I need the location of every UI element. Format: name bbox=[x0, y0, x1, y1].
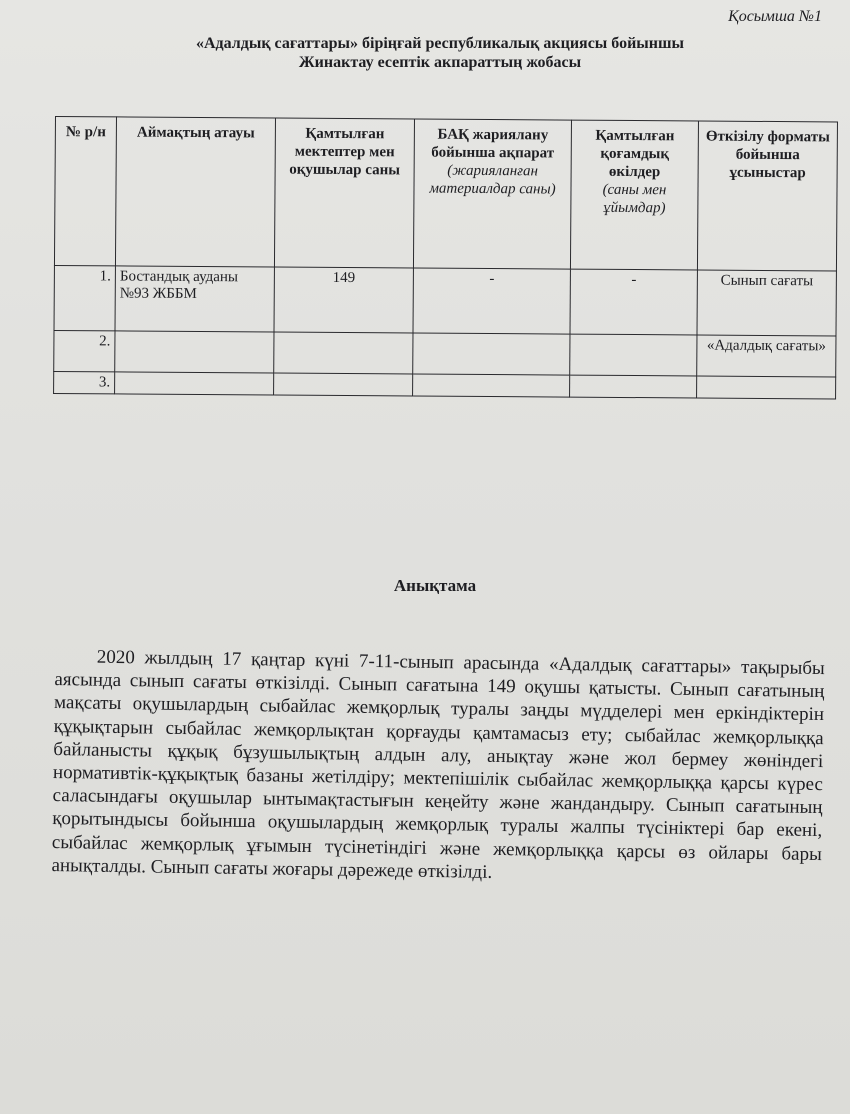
header-region: Аймақтың атауы bbox=[115, 117, 275, 267]
header-media-info-sub: (жарияланған материалдар саны) bbox=[429, 162, 556, 198]
cell-region bbox=[115, 331, 274, 373]
cell-region: Бостандық ауданы №93 ЖББМ bbox=[115, 266, 274, 332]
appendix-label: Қосымша №1 bbox=[728, 8, 822, 25]
header-schools-count: Қамтылған мектептер мен оқушылар саны bbox=[274, 118, 414, 268]
cell-media bbox=[413, 333, 570, 375]
cell-count bbox=[274, 373, 413, 396]
table-row bbox=[54, 265, 836, 335]
cell-count bbox=[274, 332, 413, 374]
cell-number: 2. bbox=[54, 330, 115, 371]
header-number: № р/н bbox=[54, 117, 116, 266]
table-row bbox=[54, 371, 836, 398]
cell-format: Сынып сағаты bbox=[697, 270, 836, 336]
document-title bbox=[0, 34, 850, 72]
title-line-2: Жинактау есептік акпараттың жобасы bbox=[298, 54, 582, 71]
table-header-row bbox=[54, 117, 837, 271]
cell-count: 149 bbox=[274, 267, 413, 333]
cell-format: «Адалдық сағаты» bbox=[697, 335, 836, 377]
header-media-info: БАҚ жариялану бойынша ақпарат (жарияланған материалдар саны) bbox=[413, 119, 571, 269]
cell-media: - bbox=[413, 268, 570, 334]
report-table bbox=[53, 116, 838, 399]
header-format-suggestions: Өткізілу форматы бойынша ұсыныстар bbox=[697, 121, 837, 271]
header-public-reps: Қамтылған қоғамдық өкілдер (саны мен ұйымдар) bbox=[570, 120, 698, 270]
title-line-1: «Адалдық сағаттары» біріңғай республикалық акциясы бойыншы bbox=[195, 35, 685, 52]
cell-number: 3. bbox=[54, 371, 115, 393]
cell-reps bbox=[570, 375, 697, 398]
header-public-reps-sub: (саны мен ұйымдар) bbox=[602, 181, 667, 217]
cell-reps: - bbox=[570, 269, 697, 335]
cell-number: 1. bbox=[54, 265, 115, 330]
cell-region bbox=[115, 372, 274, 395]
body-paragraph: 2020 жылдың 17 қаңтар күні 7-11-сынып арасында «Адалдық сағаттары» тақырыбы аясында сынып сағаты өткізілді. Сынып сағатына 149 оқушы қатысты. Сынып сағатының мақсаты оқушылардың сыбайлас жемқорлық туралы заңды мүдделері мен еркіндіктерін құқықтарын сыбайлас жемқорлықтан қорғауды қамтамасыз ету; сыбайлас жемқорлыққа байланысты құқық бұзушылықтың алдын алу, анықтау және жол бермеу жөніндегі нормативтік-құқықтық базаны жетілдіру; мектепішілік сыбайлас жемқорлыққа қарсы күрес саласындағы оқушылар ынтымақтастығын кеңейту және жандандыру. Сынып сағатының қорытындысы бойынша оқушылардың жемқорлық туралы жалпы түсініктері бар екені, сыбайлас жемқорлық ұғымын түсінетіндігі және жемқорлыққа қарсы өз ойлары бары анықталды. Сынып сағаты жоғары дәрежеде өткізілді. bbox=[51, 646, 825, 883]
cell-format bbox=[697, 376, 836, 399]
section-heading: Анықтама bbox=[393, 576, 477, 595]
table-row bbox=[54, 330, 836, 376]
cell-reps bbox=[570, 334, 697, 376]
cell-media bbox=[413, 374, 570, 397]
